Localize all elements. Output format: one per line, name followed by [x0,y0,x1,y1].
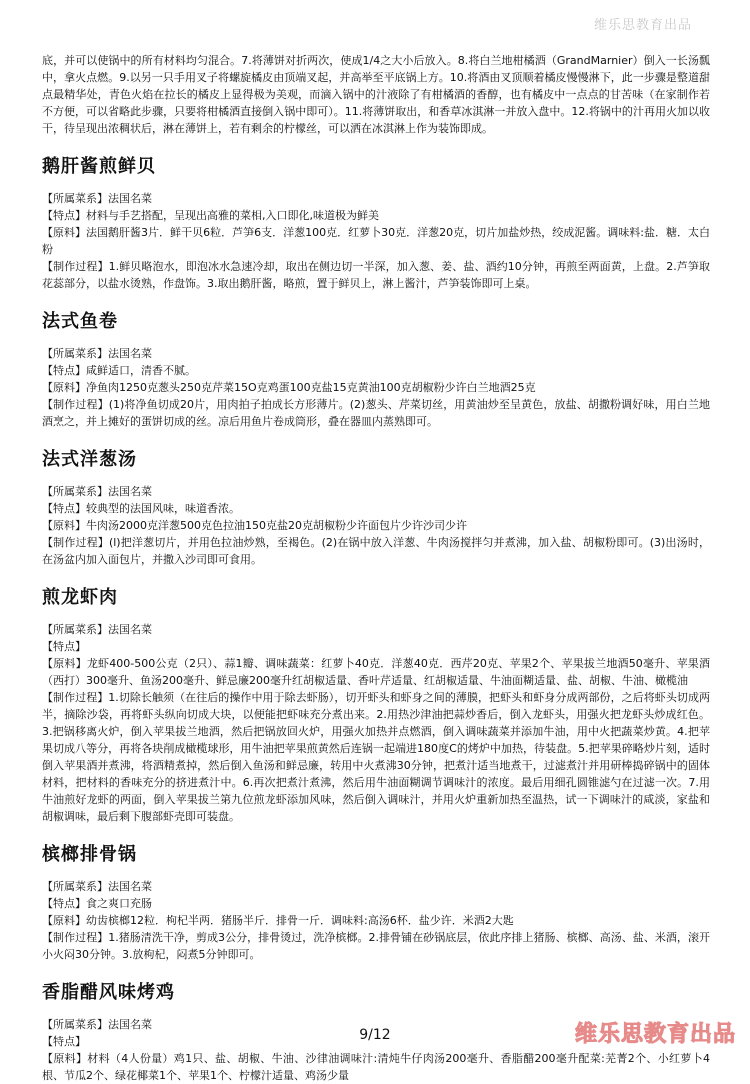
page-number: 9/12 [359,1027,391,1043]
recipe-title: 法式洋葱汤 [42,449,137,470]
recipe-line: 【原料】龙虾400-500公克（2只）、蒜1瓣、调味蔬菜：红萝卜40克．洋葱40克．西芹20克、苹果2个、苹果拔兰地酒50毫升、苹果酒（西打）300毫升、鱼汤200毫升、鲜忌廉200毫升红胡椒适量、香叶芹适量、红胡椒适量、牛油面糊适量、盐、胡椒、牛油、橄榄油 [42,657,710,687]
recipe-line: 【制作过程】(l)把洋葱切片，并用色拉油炒熟，至褐色。(2)在锅中放入洋葱、牛肉汤搅拌匀并煮沸，加入盐、胡椒粉即可。(3)出汤时，在汤盆内加入面包片，并撒入沙司即可食用。 [42,536,710,566]
recipe-line: 【制作过程】1.切除长触须（在往后的操作中用于除去虾肠），切开虾头和虾身之间的薄膜，把虾头和虾身分成两部份，之后将虾头切成两半，摘除沙袋，再将虾头纵向切成大块，以便能把虾味充分煮出来。2.用热沙津油把蒜炒香后，倒入龙虾头，用强火把龙虾头炒成红色。3.把锅移离火炉，倒入苹果拔兰地酒，然后把锅放回火炉，用强火加热并点燃酒，倒入调味蔬菜并添加牛油，用中火把蔬菜炒黄。4.把苹果切成八等分，再将各块削成橄榄球形，用牛油把苹果煎黄然后连锅一起端进180度C的烤炉中加热，待装盘。5.把苹果碎略炒片刻，适时倒入苹果酒并煮沸，将酒精煮掉，然后倒入鱼汤和鲜忌廉，转用中火煮沸30分钟，把煮汁适当地煮干，过滤煮汁并用研棒捣碎锅中的固体材料，把材料的香味充分的挤进煮汁中。6.再次把煮汁煮沸，然后用牛油面糊调节调味汁的浓度。最后用细孔圆锥滤勺在过滤一次。7.用牛油煎好龙虾的两面，倒入苹果拔兰第九位煎龙虾添加风味，然后倒入调味汁，并用火炉重新加热至温热，试一下调味汁的咸淡，家盐和胡椒调味，最后剩下腹部虾壳即可装盘。 [42,691,710,823]
recipe-line: 【制作过程】1.猪肠清洗干净，剪成3公分，排骨烫过，洗净槟榔。2.排骨铺在砂锅底层，依此序排上猪肠、槟榔、高汤、盐、米酒，滚开小火闷30分钟。3.放枸杞，闷煮5分钟即可。 [42,931,710,961]
recipe-line: 【原料】材料（4人份量）鸡1只、盐、胡椒、牛油、沙律油调味汁:清炖牛仔肉汤200毫升、香脂醋200毫升配菜:芜菁2个、小红萝卜4根、节瓜2个、绿花椰菜1个、苹果1个、柠檬汁适量、鸡汤少量 [42,1052,710,1082]
recipe-line: 【特点】 [42,1035,86,1048]
recipe-line: 【原料】牛肉汤2000克洋葱500克色拉油150克盐20克胡椒粉少许面包片少许沙司少许 [42,519,467,532]
recipe-line: 【特点】食之爽口充肠 [42,897,152,910]
recipe-line: 【所属菜系】法国名菜 [42,880,152,893]
recipe-line: 【特点】咸鲜适口，清香不腻。 [42,364,196,377]
watermark-bottom: 维乐思教育出品 [574,1022,736,1047]
recipe-line: 【特点】较典型的法国风味，味道香浓。 [42,502,240,515]
document-body [42,52,710,1084]
recipe-line: 【原料】净鱼肉1250克葱头250克芹菜15O克鸡蛋100克盐15克黄油100克胡椒粉少许白兰地酒25克 [42,381,536,394]
recipe-title: 槟榔排骨锅 [42,844,137,865]
recipe-line: 【特点】材料与手艺搭配，呈现出高雅的菜相,入口即化,味道极为鲜美 [42,209,379,222]
recipe-line: 【制作过程】1.鲜贝略泡水，即泡冰水急速冷却，取出在侧边切一半深，加入葱、姜、盐、酒约10分钟，再煎至两面黄，上盘。2.芦笋取花蕊部分，以盐水烫熟，作盘饰。3.取出鹅肝酱，略煎，置于鲜贝上，淋上酱汁，芦笋装饰即可上桌。 [42,260,710,290]
recipe-title: 香脂醋风味烤鸡 [42,982,175,1003]
recipe-line: 【所属菜系】法国名菜 [42,623,152,636]
recipe-title: 煎龙虾肉 [42,587,118,608]
recipe-line: 【特点】 [42,640,86,653]
recipe-title: 法式鱼卷 [42,311,118,332]
recipe-line: 【原料】幼齿槟榔12粒．枸杞半两．猪肠半斤．排骨一斤．调味料:高汤6杯．盐少许．米酒2大匙 [42,914,514,927]
recipe-line: 【所属菜系】法国名菜 [42,1018,152,1031]
recipe-line: 【所属菜系】法国名菜 [42,192,152,205]
recipe-line: 【制作过程】(1)将净鱼切成20片，用肉拍子拍成长方形薄片。(2)葱头、芹菜切丝，用黄油炒至呈黄色，放盐、胡撒粉调好味，用白兰地酒烹之，并上摊好的蛋饼切成的丝。凉后用鱼片卷成筒形，叠在器皿内蒸熟即可。 [42,398,710,428]
recipe-line: 【所属菜系】法国名菜 [42,347,152,360]
recipe-title: 鹅肝酱煎鲜贝 [42,156,156,177]
watermark-top: 维乐思教育出品 [593,18,692,33]
recipe-line: 【所属菜系】法国名菜 [42,485,152,498]
recipe-line: 【原料】法国鹅肝酱3片．鲜干贝6粒．芦笋6支．洋葱100克．红萝卜30克．洋葱20克，切片加盐炒热，绞成泥酱。调味料:盐．糖．太白粉 [42,226,710,256]
intro-paragraph: 底，并可以使锅中的所有材料均匀混合。7.将薄饼对折两次，使成1/4之大小后放入。8.将白兰地柑橘酒（GrandMarnier）倒入一长汤瓢中，拿火点燃。9.以另一只手用叉子将螺旋橘皮由顶端叉起，并高举至平底锅上方。10.将酒由叉顶顺着橘皮慢慢淋下，此一步骤是整道甜点最精华处，青色火焰在拉长的橘皮上显得极为美观，而滴入锅中的汁液除了有柑橘酒的香醇，也有橘皮中一点点的甘苦味（在家制作若不方便，可以省略此步骤，只要将柑橘酒直接倒入锅中即可）。11.将薄饼取出，和香草冰淇淋一并放入盘中。12.将锅中的汁再用火加以收干，待呈现出浓稠状后，淋在薄饼上，若有剩余的柠檬丝，可以洒在冰淇淋上作为装饰即成。 [42,54,710,135]
